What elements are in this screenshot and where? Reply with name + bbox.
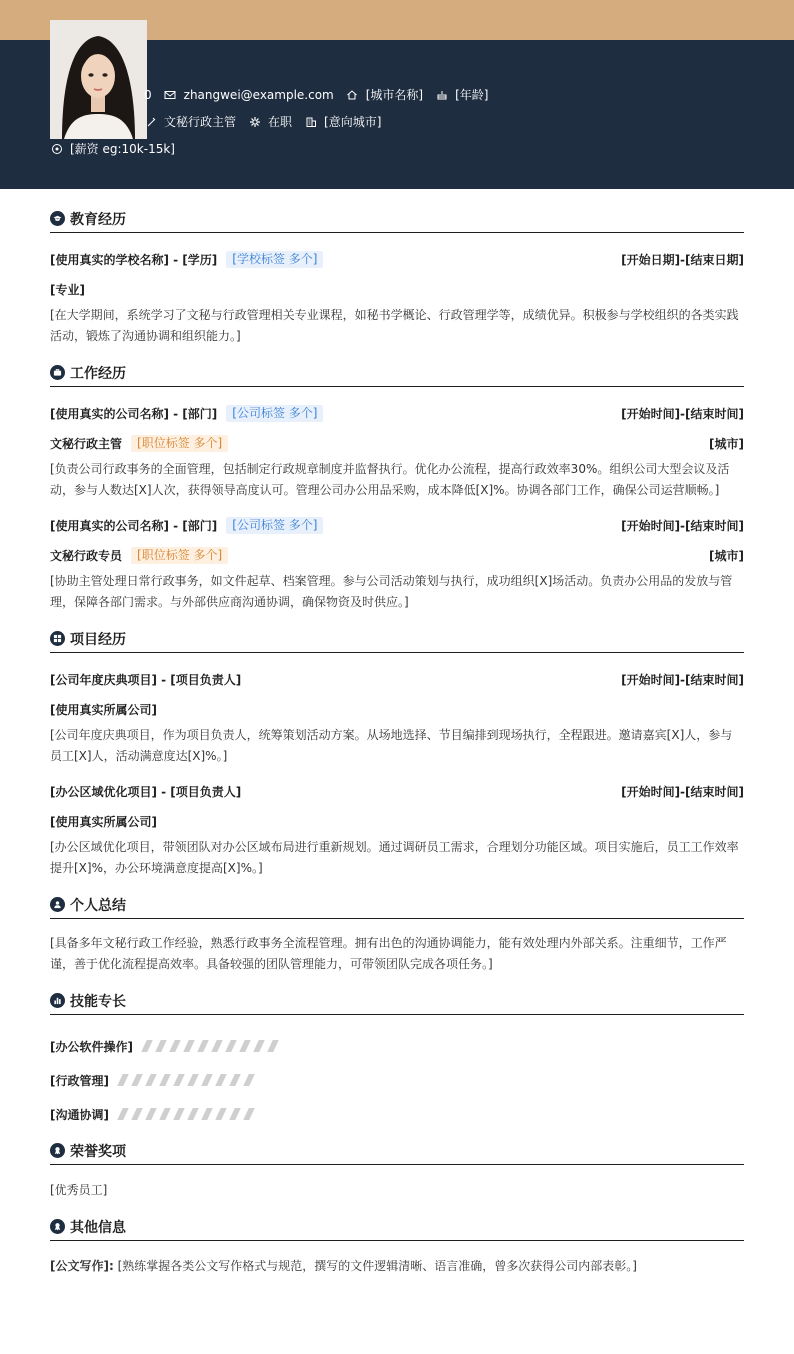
building-icon xyxy=(304,115,317,128)
skill-segment xyxy=(267,1040,279,1052)
education-row xyxy=(50,247,744,271)
education-desc: [在大学期间，系统学习了文秘与行政管理相关专业课程，如秘书学概论、行政管理学等，成绩优异。积极参与学校组织的各类实践活动，锻炼了沟通协调和组织能力。] xyxy=(50,308,739,343)
status-item xyxy=(248,113,292,130)
other-item xyxy=(50,1255,744,1277)
skill-segment xyxy=(131,1108,143,1120)
other-label: [公文写作]: xyxy=(50,1259,114,1273)
work-role-row xyxy=(50,543,744,567)
work-company-row xyxy=(50,513,744,537)
work-company: [使用真实的公司名称] - [部门] xyxy=(50,406,218,421)
project-name-row xyxy=(50,779,744,803)
honors-header xyxy=(50,1137,744,1165)
skill-row xyxy=(50,1063,744,1097)
city-item xyxy=(346,86,423,103)
project-dates: [开始时间]-[结束时间] xyxy=(621,672,744,687)
role-tag: [职位标签 多个] xyxy=(131,435,228,452)
skill-level-bar xyxy=(120,1108,260,1120)
pen-icon xyxy=(144,115,157,128)
education-dates: [开始日期]-[结束日期] xyxy=(621,252,744,267)
skill-segment xyxy=(187,1108,199,1120)
award-icon xyxy=(50,1219,65,1234)
work-city: [城市] xyxy=(709,548,744,563)
work-item xyxy=(50,401,744,513)
age-text: [年龄] xyxy=(455,88,489,102)
skill-name: [办公软件操作] xyxy=(50,1039,133,1054)
skill-segment xyxy=(141,1040,153,1052)
summary-header xyxy=(50,891,744,919)
project-name: [公司年度庆典项目] - [项目负责人] xyxy=(50,672,242,687)
city-text: [城市名称] xyxy=(365,88,424,102)
role-tag: [职位标签 多个] xyxy=(131,547,228,564)
project-item xyxy=(50,779,744,891)
phone-text: 0 xyxy=(144,87,152,102)
work-company-row xyxy=(50,401,744,425)
skill-segment xyxy=(173,1108,185,1120)
other-text: [熟练掌握各类公文写作格式与规范，撰写的文件逻辑清晰、语言准确，曾多次获得公司内部表彰。] xyxy=(117,1259,637,1273)
skill-segment xyxy=(117,1074,129,1086)
skill-segment xyxy=(243,1074,255,1086)
award-icon xyxy=(50,1143,65,1158)
skill-segment xyxy=(145,1108,157,1120)
work-desc: [协助主管处理日常行政事务，如文件起草、档案管理。参与公司活动策划与执行，成功组织[X]场活动。负责办公用品的发放与管理，保障各部门需求。与外部供应商沟通协调，确保物资及时供应。] xyxy=(50,574,733,609)
age-item xyxy=(435,86,488,103)
projects-header xyxy=(50,625,744,653)
summary-section xyxy=(50,891,744,987)
salary-item xyxy=(50,140,175,157)
project-company: [使用真实所属公司] xyxy=(50,814,157,829)
contact-line-2 xyxy=(144,113,393,130)
skill-segment xyxy=(169,1040,181,1052)
skill-level-bar xyxy=(144,1040,284,1052)
skill-segment xyxy=(131,1074,143,1086)
skill-segment xyxy=(229,1074,241,1086)
resume-body xyxy=(50,205,744,1277)
projects-title: 项目经历 xyxy=(70,631,126,648)
project-company: [使用真实所属公司] xyxy=(50,702,157,717)
honor-item: [优秀员工] xyxy=(50,1183,108,1197)
project-desc: [办公区域优化项目，带领团队对办公区域布局进行重新规划。通过调研员工需求，合理划分功能区域。项目实施后，员工工作效率提升[X]%，办公环境满意度提高[X]%。] xyxy=(50,840,739,875)
work-section xyxy=(50,359,744,625)
summary-text: [具备多年文秘行政工作经验，熟悉行政事务全流程管理。拥有出色的沟通协调能力，能有效处理内外部关系。注重细节，工作严谨，善于优化流程提高效率。具备较强的团队管理能力，可带领团队完成各项任务。] xyxy=(50,936,727,971)
work-role: 文秘行政专员 xyxy=(50,548,123,563)
skill-segment xyxy=(187,1074,199,1086)
work-title: 工作经历 xyxy=(70,365,126,382)
skill-name: [行政管理] xyxy=(50,1073,109,1088)
gear-icon xyxy=(248,115,261,128)
skill-level-bar xyxy=(120,1074,260,1086)
salary-text: [薪资 eg:10k-15k] xyxy=(70,142,175,156)
skill-segment xyxy=(215,1074,227,1086)
skill-segment xyxy=(145,1074,157,1086)
mail-icon xyxy=(164,88,177,101)
education-section xyxy=(50,205,744,359)
projects-section xyxy=(50,625,744,891)
grid-icon xyxy=(50,631,65,646)
position-item xyxy=(144,113,236,130)
work-role: 文秘行政主管 xyxy=(50,436,123,451)
work-city: [城市] xyxy=(709,436,744,451)
email-text: zhangwei@example.com xyxy=(183,87,334,102)
education-title: 教育经历 xyxy=(70,211,126,228)
skill-segment xyxy=(159,1108,171,1120)
target-city-item xyxy=(304,113,381,130)
summary-title: 个人总结 xyxy=(70,897,126,914)
project-dates: [开始时间]-[结束时间] xyxy=(621,784,744,799)
skill-row xyxy=(50,1097,744,1131)
other-header xyxy=(50,1213,744,1241)
phone-item xyxy=(144,88,152,102)
project-company-row xyxy=(50,809,744,833)
skill-segment xyxy=(201,1108,213,1120)
project-name-row xyxy=(50,667,744,691)
email-item xyxy=(164,88,334,102)
skill-segment xyxy=(239,1040,251,1052)
skill-segment xyxy=(117,1108,129,1120)
skill-segment xyxy=(229,1108,241,1120)
skill-segment xyxy=(155,1040,167,1052)
project-name: [办公区域优化项目] - [项目负责人] xyxy=(50,784,242,799)
skill-segment xyxy=(197,1040,209,1052)
project-item xyxy=(50,667,744,779)
honors-section xyxy=(50,1137,744,1213)
graduation-cap-icon xyxy=(50,211,65,226)
work-desc: [负责公司行政事务的全面管理，包括制定行政规章制度并监督执行。优化办公流程，提高行政效率30%。组织公司大型会议及活动，参与人数达[X]人次，获得领导高度认可。管理公司办公用品采购，成本降低[X]%。协调各部门工作，确保公司运营顺畅。] xyxy=(50,462,730,497)
work-role-row xyxy=(50,431,744,455)
work-company: [使用真实的公司名称] - [部门] xyxy=(50,518,218,533)
cake-icon xyxy=(435,88,448,101)
home-icon xyxy=(346,88,359,101)
project-desc: [公司年度庆典项目，作为项目负责人，统筹策划活动方案。从场地选择、节目编排到现场执行，全程跟进。邀请嘉宾[X]人，参与员工[X]人，活动满意度达[X]%。] xyxy=(50,728,733,763)
other-title: 其他信息 xyxy=(70,1219,126,1236)
briefcase-icon xyxy=(50,365,65,380)
honors-title: 荣誉奖项 xyxy=(70,1143,126,1160)
skills-title: 技能专长 xyxy=(70,993,126,1010)
skill-segment xyxy=(225,1040,237,1052)
major-row xyxy=(50,277,744,301)
user-icon xyxy=(50,897,65,912)
target-city-text: [意向城市] xyxy=(324,115,382,129)
school-tag: [学校标签 多个] xyxy=(226,251,323,268)
skill-segment xyxy=(201,1074,213,1086)
skills-header xyxy=(50,987,744,1015)
other-section xyxy=(50,1213,744,1277)
bar-chart-icon xyxy=(50,993,65,1008)
project-company-row xyxy=(50,697,744,721)
avatar xyxy=(50,20,147,139)
school-name: [使用真实的学校名称] - [学历] xyxy=(50,252,218,267)
education-header xyxy=(50,205,744,233)
position-text: 文秘行政主管 xyxy=(164,115,237,129)
skill-segment xyxy=(173,1074,185,1086)
skill-segment xyxy=(159,1074,171,1086)
work-dates: [开始时间]-[结束时间] xyxy=(621,406,744,421)
skill-name: [沟通协调] xyxy=(50,1107,109,1122)
status-text: 在职 xyxy=(268,115,293,129)
skills-section xyxy=(50,987,744,1137)
company-tag: [公司标签 多个] xyxy=(226,517,323,534)
skill-segment xyxy=(211,1040,223,1052)
coin-icon xyxy=(50,142,63,155)
skill-segment xyxy=(215,1108,227,1120)
skill-row xyxy=(50,1029,744,1063)
company-tag: [公司标签 多个] xyxy=(226,405,323,422)
skill-segment xyxy=(183,1040,195,1052)
contact-line-3 xyxy=(50,140,187,157)
work-item xyxy=(50,513,744,625)
major: [专业] xyxy=(50,282,85,297)
contact-line-1 xyxy=(144,86,501,103)
skill-segment xyxy=(253,1040,265,1052)
skill-segment xyxy=(243,1108,255,1120)
work-header xyxy=(50,359,744,387)
work-dates: [开始时间]-[结束时间] xyxy=(621,518,744,533)
